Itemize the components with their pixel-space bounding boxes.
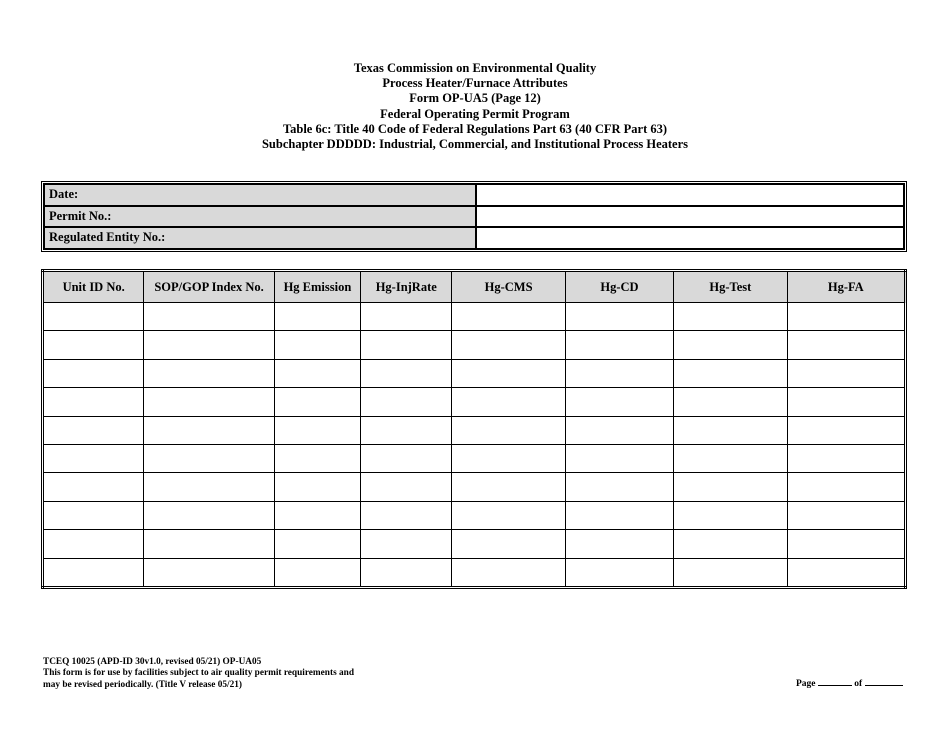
- cell-hg-fa[interactable]: [787, 473, 905, 501]
- cell-hg-cd[interactable]: [565, 331, 673, 359]
- cell-hg-emission[interactable]: [274, 473, 360, 501]
- cell-hg-emission[interactable]: [274, 331, 360, 359]
- page-number-field[interactable]: [818, 685, 852, 686]
- cell-hg-cd[interactable]: [565, 444, 673, 472]
- cell-hg-cd[interactable]: [565, 359, 673, 387]
- subchapter-title: Subchapter DDDDD: Industrial, Commercial, and Institutional Process Heaters: [261, 137, 689, 152]
- cell-hg-cd[interactable]: [565, 303, 673, 331]
- table-row: [43, 558, 906, 587]
- cell-unit-id[interactable]: [43, 558, 144, 587]
- cell-sop-gop-index[interactable]: [144, 331, 274, 359]
- date-label: Date:: [44, 184, 476, 206]
- cell-hg-cms[interactable]: [452, 416, 565, 444]
- permit-number-label: Permit No.:: [44, 206, 476, 228]
- cell-hg-fa[interactable]: [787, 501, 905, 529]
- column-header-hg-injrate: Hg-InjRate: [361, 271, 452, 303]
- cell-hg-cms[interactable]: [452, 388, 565, 416]
- attributes-table: [41, 269, 907, 589]
- cell-hg-fa[interactable]: [787, 331, 905, 359]
- form-usage-note: This form is for use by facilities subject to air quality permit requirements and: [43, 668, 355, 679]
- cell-sop-gop-index[interactable]: [144, 558, 274, 587]
- column-header-hg-fa: Hg-FA: [787, 271, 905, 303]
- cell-sop-gop-index[interactable]: [144, 303, 274, 331]
- form-number: Form OP-UA5 (Page 12): [409, 91, 541, 106]
- cell-hg-injrate[interactable]: [361, 359, 452, 387]
- form-id-line: TCEQ 10025 (APD-ID 30v1.0, revised 05/21) OP-UA05: [43, 657, 262, 667]
- cell-hg-cd[interactable]: [565, 501, 673, 529]
- cell-unit-id[interactable]: [43, 530, 144, 558]
- cell-hg-test[interactable]: [674, 530, 787, 558]
- cell-hg-cd[interactable]: [565, 388, 673, 416]
- cell-unit-id[interactable]: [43, 444, 144, 472]
- cell-hg-emission[interactable]: [274, 501, 360, 529]
- cell-hg-test[interactable]: [674, 558, 787, 587]
- table-row: [43, 416, 906, 444]
- cell-sop-gop-index[interactable]: [144, 530, 274, 558]
- program-name: Federal Operating Permit Program: [380, 106, 570, 121]
- cell-hg-emission[interactable]: [274, 530, 360, 558]
- cell-hg-cd[interactable]: [565, 416, 673, 444]
- table-row: [43, 303, 906, 331]
- table-row: [43, 501, 906, 529]
- table-row: [43, 359, 906, 387]
- column-header-hg-test: Hg-Test: [674, 271, 787, 303]
- cell-hg-test[interactable]: [674, 388, 787, 416]
- cell-hg-test[interactable]: [674, 416, 787, 444]
- cell-hg-cms[interactable]: [452, 303, 565, 331]
- form-header: [0, 61, 950, 152]
- cell-hg-test[interactable]: [674, 501, 787, 529]
- column-header-hg-emission: Hg Emission: [274, 271, 360, 303]
- column-header-hg-cd: Hg-CD: [565, 271, 673, 303]
- cell-hg-fa[interactable]: [787, 388, 905, 416]
- cell-hg-emission[interactable]: [274, 444, 360, 472]
- cell-hg-fa[interactable]: [787, 530, 905, 558]
- form-footer: [43, 657, 354, 691]
- cell-unit-id[interactable]: [43, 501, 144, 529]
- total-pages-field[interactable]: [865, 685, 903, 686]
- cell-hg-injrate[interactable]: [361, 388, 452, 416]
- page-counter: [796, 679, 903, 689]
- cell-hg-test[interactable]: [674, 444, 787, 472]
- column-header-hg-cms: Hg-CMS: [452, 271, 565, 303]
- table-row: [43, 473, 906, 501]
- cell-hg-test[interactable]: [674, 359, 787, 387]
- cell-hg-cd[interactable]: [565, 558, 673, 587]
- cell-sop-gop-index[interactable]: [144, 416, 274, 444]
- cell-sop-gop-index[interactable]: [144, 388, 274, 416]
- cell-hg-injrate[interactable]: [361, 303, 452, 331]
- cell-hg-injrate[interactable]: [361, 473, 452, 501]
- page-label: Page: [796, 679, 816, 689]
- permit-number-field[interactable]: [476, 206, 904, 228]
- of-label: of: [854, 679, 863, 689]
- cell-hg-emission[interactable]: [274, 388, 360, 416]
- table-header-row: [43, 271, 906, 303]
- cell-hg-injrate[interactable]: [361, 444, 452, 472]
- regulated-entity-label: Regulated Entity No.:: [44, 227, 476, 249]
- permit-info-box: [41, 181, 907, 252]
- cell-hg-cms[interactable]: [452, 331, 565, 359]
- cell-hg-cd[interactable]: [565, 530, 673, 558]
- table-row: [43, 530, 906, 558]
- cell-hg-cms[interactable]: [452, 473, 565, 501]
- cell-hg-injrate[interactable]: [361, 416, 452, 444]
- cell-hg-cms[interactable]: [452, 444, 565, 472]
- cell-hg-injrate[interactable]: [361, 558, 452, 587]
- cell-hg-fa[interactable]: [787, 359, 905, 387]
- form-revision-note: may be revised periodically. (Title V release 05/21): [43, 679, 243, 690]
- cell-hg-fa[interactable]: [787, 558, 905, 587]
- cell-sop-gop-index[interactable]: [144, 444, 274, 472]
- cell-sop-gop-index[interactable]: [144, 359, 274, 387]
- cell-hg-injrate[interactable]: [361, 530, 452, 558]
- cell-unit-id[interactable]: [43, 473, 144, 501]
- cell-hg-injrate[interactable]: [361, 501, 452, 529]
- cell-hg-emission[interactable]: [274, 558, 360, 587]
- form-subject: Process Heater/Furnace Attributes: [382, 76, 568, 91]
- cell-hg-cms[interactable]: [452, 530, 565, 558]
- date-field[interactable]: [476, 184, 904, 206]
- cell-unit-id[interactable]: [43, 359, 144, 387]
- cell-hg-cms[interactable]: [452, 359, 565, 387]
- table-row: [43, 444, 906, 472]
- cell-hg-injrate[interactable]: [361, 331, 452, 359]
- cell-hg-test[interactable]: [674, 303, 787, 331]
- cell-hg-fa[interactable]: [787, 444, 905, 472]
- cell-hg-cms[interactable]: [452, 501, 565, 529]
- cell-sop-gop-index[interactable]: [144, 473, 274, 501]
- cell-hg-cms[interactable]: [452, 558, 565, 587]
- cell-hg-test[interactable]: [674, 473, 787, 501]
- cell-hg-fa[interactable]: [787, 416, 905, 444]
- cell-sop-gop-index[interactable]: [144, 501, 274, 529]
- table-row: [43, 388, 906, 416]
- cell-hg-emission[interactable]: [274, 359, 360, 387]
- regulated-entity-field[interactable]: [476, 227, 904, 249]
- cell-hg-emission[interactable]: [274, 303, 360, 331]
- cell-unit-id[interactable]: [43, 303, 144, 331]
- cell-hg-cd[interactable]: [565, 473, 673, 501]
- cell-unit-id[interactable]: [43, 388, 144, 416]
- table-row: [43, 331, 906, 359]
- column-header-sop-gop-index: SOP/GOP Index No.: [144, 271, 274, 303]
- cell-unit-id[interactable]: [43, 416, 144, 444]
- table-title: Table 6c: Title 40 Code of Federal Regulations Part 63 (40 CFR Part 63): [282, 121, 668, 136]
- cell-hg-fa[interactable]: [787, 303, 905, 331]
- agency-title: Texas Commission on Environmental Quality: [353, 61, 597, 75]
- cell-hg-emission[interactable]: [274, 416, 360, 444]
- table-body: [43, 303, 906, 588]
- cell-hg-test[interactable]: [674, 331, 787, 359]
- column-header-unit-id: Unit ID No.: [43, 271, 144, 303]
- cell-unit-id[interactable]: [43, 331, 144, 359]
